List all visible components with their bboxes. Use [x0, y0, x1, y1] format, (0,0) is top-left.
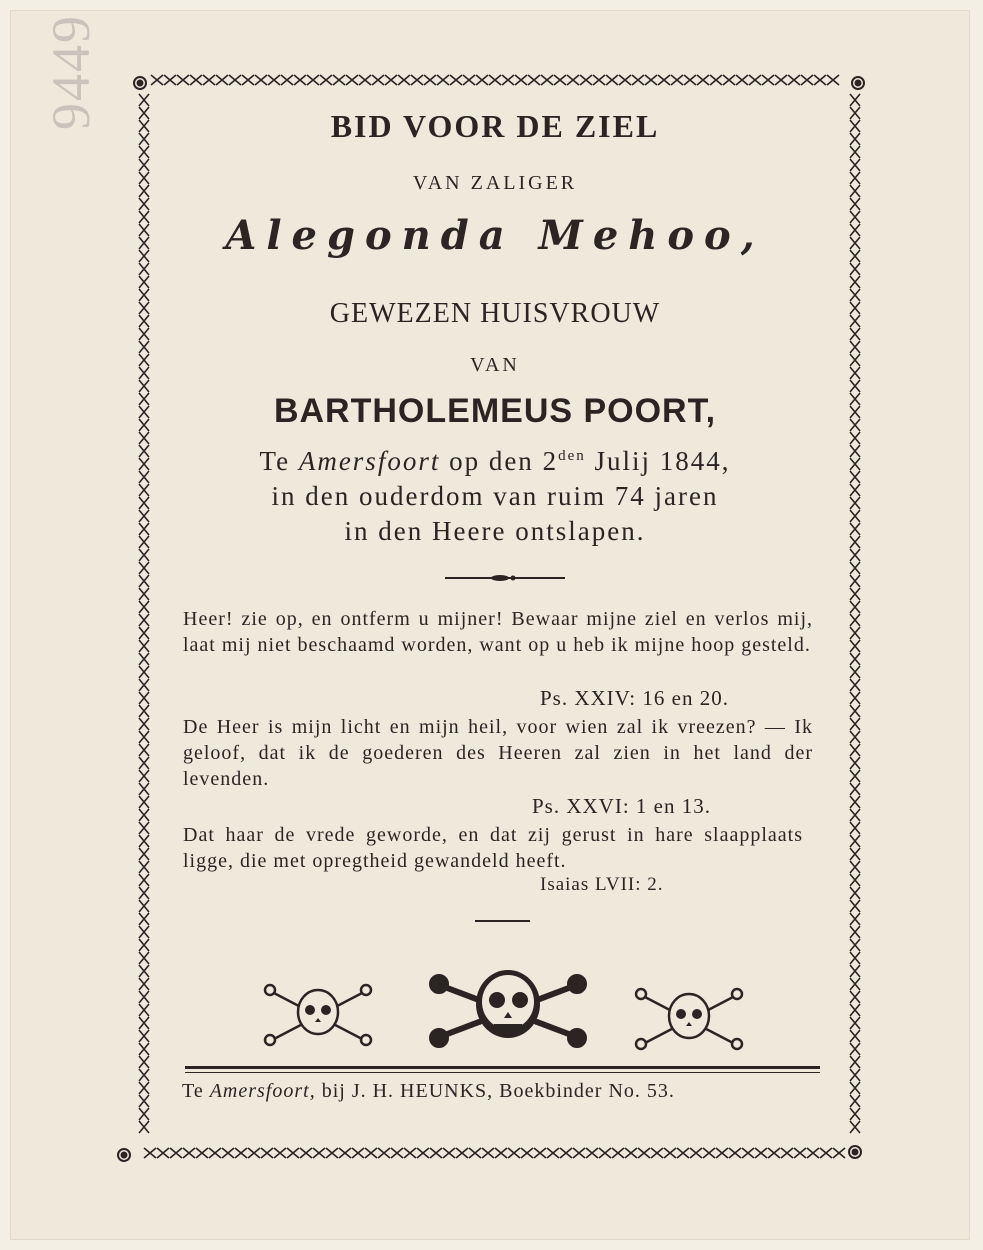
skull-crossbones-icon [428, 962, 588, 1054]
ontslapen-line: in den Heere ontslapen. [344, 516, 646, 546]
printer-imprint: Te Amersfoort, bij J. H. HEUNKS, Boekbinder No. 53. [182, 1080, 675, 1102]
double-rule-bottom [185, 1072, 820, 1073]
deceased-name: Alegonda Mehoo, [225, 212, 765, 259]
card-subtitle: VAN ZALIGER [412, 172, 578, 194]
inventory-number: 9449 [41, 14, 101, 130]
short-divider [475, 920, 530, 922]
verse-3: Dat haar de vrede geworde, en dat zij gerust in hare slaapplaats ligge, die met opregtheid gewandeld heeft. [183, 824, 803, 872]
skull-crossbones-icon [633, 982, 745, 1054]
death-place: Amersfoort [298, 446, 441, 476]
relation-line: GEWEZEN HUISVROUW [329, 298, 661, 329]
printer-place: Amersfoort, [209, 1080, 316, 1102]
verse-3-reference: Isaias LVII: 2. [540, 874, 664, 895]
card-title: BID VOOR DE ZIEL [330, 108, 660, 144]
verse-2: De Heer is mijn licht en mijn heil, voor wien zal ik vreezen? — Ik geloof, dat ik de goederen des Heeren zal zien in het land der levenden. [183, 716, 813, 790]
age-line: in den ouderdom van ruim 74 jaren [271, 481, 719, 511]
verse-1: Heer! zie op, en ontferm u mijner! Bewaar mijne ziel en verlos mij, laat mij niet beschaamd worden, want op u heb ik mijne hoop gesteld. [183, 608, 813, 656]
verse-1-reference: Ps. XXIV: 16 en 20. [540, 686, 729, 710]
van-line: VAN [470, 354, 520, 376]
ornament-divider [445, 575, 565, 581]
double-rule-top [185, 1066, 820, 1069]
skull-crossbones-icon [262, 978, 374, 1050]
husband-name: BARTHOLEMEUS POORT, [273, 392, 717, 430]
verse-2-reference: Ps. XXVI: 1 en 13. [532, 794, 711, 818]
death-date-line: Te Amersfoort op den $2^{den}$ Julij 1844, [259, 446, 731, 476]
